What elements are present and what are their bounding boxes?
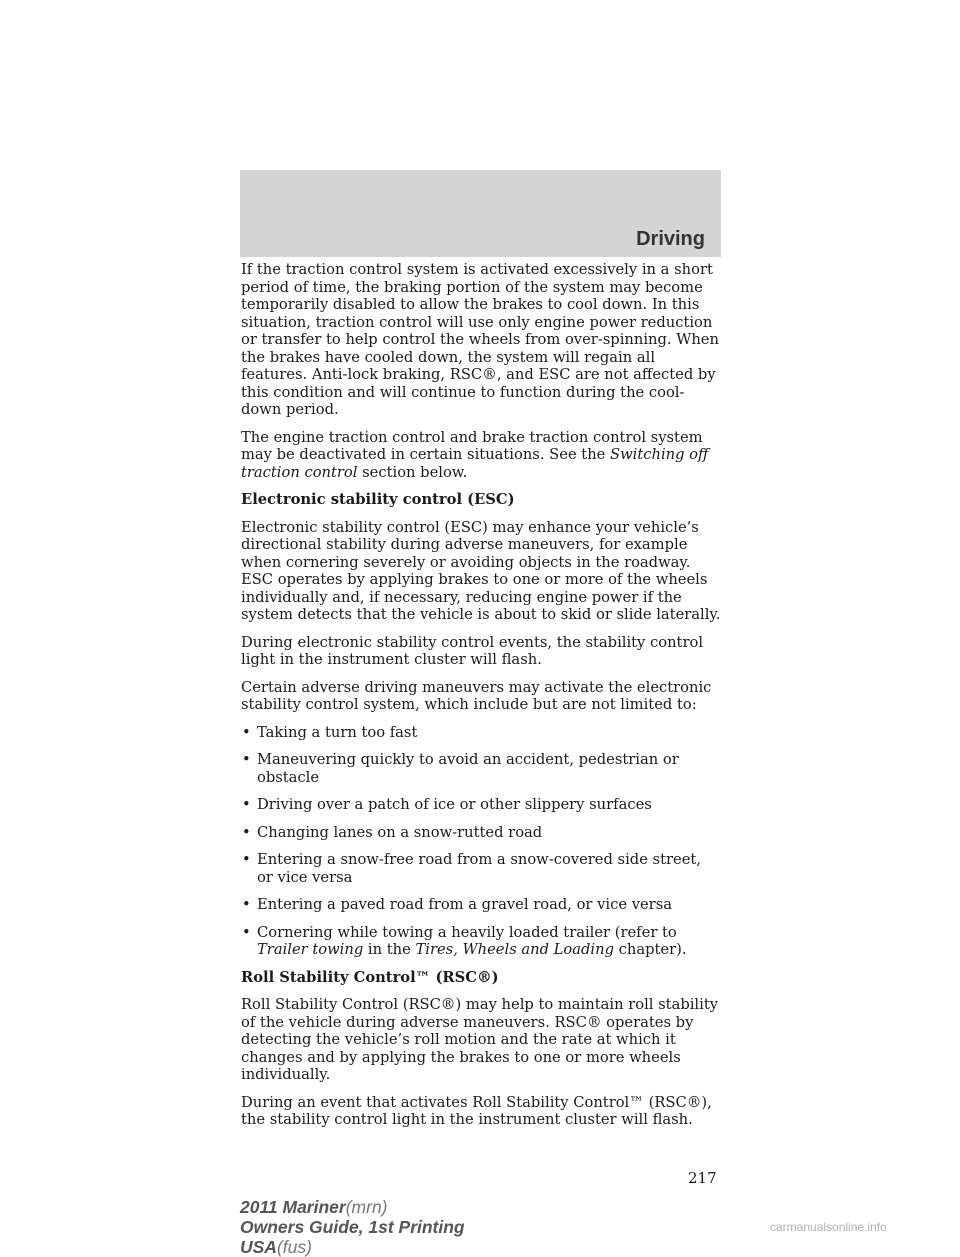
footer-line-market — [240, 1237, 465, 1257]
bullet-icon: • — [242, 751, 251, 768]
bullet-icon: • — [242, 723, 251, 741]
cross-reference-tires-chapter: Tires, Wheels and Loading — [415, 941, 614, 958]
list-item — [241, 796, 721, 814]
cross-reference-switching-off: Switching off traction control — [241, 446, 709, 481]
bullet-icon: • — [242, 851, 251, 868]
section-header-bar — [240, 170, 721, 257]
list-item-text-end: chapter). — [618, 941, 687, 958]
print-footer — [240, 1197, 465, 1257]
paragraph-rsc-event: During an event that activates Roll Stability Control™ (RSC®), the stability control light in the instrument cluster will flash. — [241, 1093, 712, 1128]
footer-market: USA — [240, 1237, 277, 1257]
list-item — [241, 896, 721, 914]
footer-model: 2011 Mariner — [240, 1197, 346, 1217]
list-item — [241, 851, 721, 886]
list-item-text: Maneuvering quickly to avoid an accident, pedestrian or obstacle — [257, 751, 679, 786]
footer-market-code: (fus) — [276, 1237, 312, 1257]
watermark: carmanualsonline.info — [770, 1220, 887, 1234]
paragraph-deactivation — [241, 429, 721, 482]
heading-rsc: Roll Stability Control™ (RSC®) — [241, 968, 499, 986]
paragraph-traction-cooldown: If the traction control system is activated excessively in a short period of time, the braking portion of the system may become temporarily disabled to allow the brakes to cool down. In this situation, traction control will use only engine power reduction or transfer to help control the wheels from over-spinning. When the brakes have cooled down, the system will regain all features. Anti-lock braking, RSC®, and ESC are not affected by this condition and will continue to function during the cool-down period. — [241, 261, 719, 418]
list-item — [241, 724, 721, 742]
bullet-icon: • — [242, 896, 251, 913]
list-item-text: Changing lanes on a snow-rutted road — [257, 823, 543, 841]
list-item — [241, 824, 721, 842]
bullet-icon: • — [242, 796, 251, 813]
list-item-text-mid: in the — [367, 941, 411, 958]
cross-reference-trailer-towing: Trailer towing — [257, 941, 364, 958]
heading-esc: Electronic stability control (ESC) — [241, 491, 515, 508]
list-item-text: Driving over a patch of ice or other slippery surfaces — [257, 796, 652, 813]
paragraph-rsc-description: Roll Stability Control (RSC®) may help to maintain roll stability of the vehicle during adverse maneuvers. RSC® operates by detecting the vehicle’s roll motion and the rate at which it changes and by applying the brakes to one or more wheels individually. — [241, 996, 719, 1083]
bullet-icon: • — [242, 923, 251, 941]
footer-model-code: (mrn) — [345, 1197, 388, 1217]
paragraph-esc-description: Electronic stability control (ESC) may enhance your vehicle’s directional stability during adverse maneuvers, for example when cornering severely or avoiding objects in the roadway. ESC operates by applying brakes to one or more of the wheels individually and, if necessary, reducing engine power if the system detects that the vehicle is about to skid or slide laterally. — [241, 518, 721, 623]
list-item-text: Cornering while towing a heavily loaded trailer (refer to — [257, 923, 677, 941]
bullet-icon: • — [242, 823, 251, 841]
paragraph-deactivation-end: section below. — [362, 463, 468, 481]
footer-line-model — [240, 1197, 465, 1217]
list-item-text: Entering a snow-free road from a snow-covered side street, or vice versa — [257, 851, 701, 886]
list-item-text: Entering a paved road from a gravel road, or vice versa — [257, 896, 672, 913]
maneuver-list — [241, 724, 721, 959]
list-item — [241, 751, 721, 786]
list-item — [241, 924, 721, 959]
paragraph-esc-events: During electronic stability control events, the stability control light in the instrument cluster will flash. — [241, 633, 704, 668]
paragraph-deactivation-text: The engine traction control and brake traction control system may be deactivated in certain situations. See the — [241, 428, 703, 463]
section-title: Driving — [636, 228, 705, 250]
page-body — [241, 261, 721, 1139]
paragraph-esc-maneuvers: Certain adverse driving maneuvers may activate the electronic stability control system, which include but are not limited to: — [241, 678, 712, 713]
page-number: 217 — [688, 1169, 717, 1187]
footer-printing: Owners Guide, 1st Printing — [240, 1217, 465, 1237]
list-item-text: Taking a turn too fast — [257, 723, 418, 741]
footer-line-printing — [240, 1217, 465, 1237]
